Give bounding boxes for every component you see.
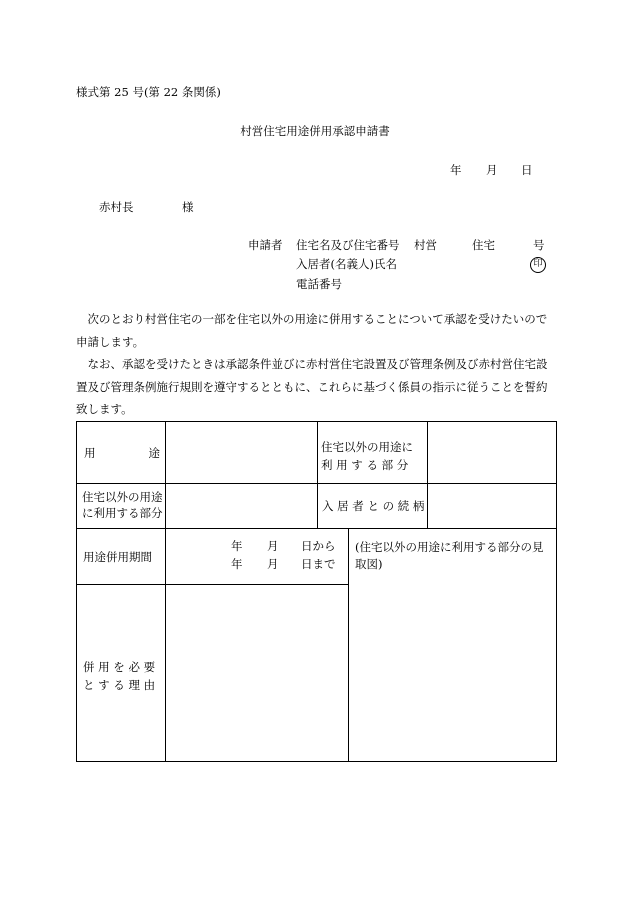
non-residential-use-label: 住宅以外の用途 に利用する部分 <box>82 490 163 520</box>
non-residential-part-label: 住宅以外の用途に 利 用 す る 部 分 <box>321 440 413 472</box>
table-line <box>317 422 318 528</box>
addressee-honorific: 様 <box>182 200 194 214</box>
date-day: 日 <box>521 163 533 177</box>
period-from-month: 月 <box>267 539 279 553</box>
relationship-label: 入 居 者 と の 続 柄 <box>322 499 425 513</box>
period-to-day: 日まで <box>301 557 336 571</box>
reason-field[interactable] <box>166 585 347 760</box>
sketch-area[interactable] <box>349 572 555 760</box>
body-text <box>76 308 556 421</box>
resident-name-label: 入居者(名義人)氏名 <box>296 257 397 271</box>
date-month: 月 <box>486 163 498 177</box>
period-label: 用途併用期間 <box>83 550 152 564</box>
non-residential-use-field[interactable] <box>166 484 316 527</box>
residence-suffix: 号 <box>533 238 545 252</box>
table-line <box>77 528 556 529</box>
application-table <box>76 421 557 762</box>
phone-label: 電話番号 <box>296 277 342 291</box>
seal-icon: 印 <box>530 257 546 273</box>
page-title: 村営住宅用途併用承認申請書 <box>240 124 390 138</box>
period-to-month: 月 <box>267 557 279 571</box>
form-number: 様式第 25 号(第 22 条関係) <box>76 85 221 99</box>
relationship-field[interactable] <box>428 484 555 527</box>
period-from-year: 年 <box>231 539 243 553</box>
period-to-year: 年 <box>231 557 243 571</box>
body-paragraph-1: 次のとおり村営住宅の一部を住宅以外の用途に併用することについて承認を受けたいので申請します。 <box>76 312 548 349</box>
sketch-label: (住宅以外の用途に利用する部分の見取図) <box>355 540 544 571</box>
non-residential-part-field[interactable] <box>428 423 555 482</box>
addressee-name: 赤村長 <box>99 200 134 214</box>
use-label: 用 途 <box>84 446 160 460</box>
applicant-label: 申請者 <box>248 238 283 252</box>
use-field[interactable] <box>166 423 316 482</box>
period-from-day: 日から <box>301 539 336 553</box>
date-year: 年 <box>450 163 462 177</box>
residence-mid: 住宅 <box>472 238 495 252</box>
residence-label: 住宅名及び住宅番号 <box>296 238 400 252</box>
seal-mark <box>530 255 546 273</box>
reason-label: 併 用 を 必 要 と す る 理 由 <box>83 660 156 692</box>
body-paragraph-2: なお、承認を受けたときは承認条件並びに赤村営住宅設置及び管理条例及び赤村営住宅設置及び管理条例施行規則を遵守するとともに、これらに基づく係員の指示に従うことを誓約致します。 <box>76 357 548 416</box>
residence-prefix: 村営 <box>414 238 437 252</box>
